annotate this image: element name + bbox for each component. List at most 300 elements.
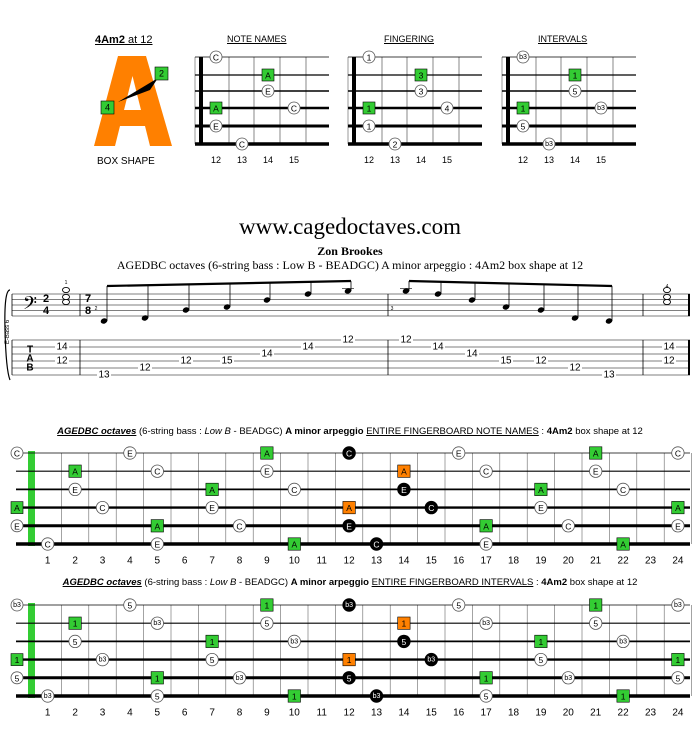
fretboard-fret-number: 6	[181, 707, 188, 719]
note-label: b3	[619, 638, 627, 646]
note-label: 5	[401, 636, 407, 647]
fretboard-fret-number: 15	[425, 707, 437, 719]
tab-number: 14	[56, 341, 68, 353]
small-chart-nut	[506, 57, 510, 144]
measure-number: 3	[390, 306, 394, 312]
note-label: b3	[372, 693, 381, 700]
note-label: b3	[545, 141, 553, 148]
note-label: A	[14, 503, 20, 514]
fretboard-note	[69, 483, 81, 495]
fretboard-note	[617, 635, 629, 647]
small-chart-note	[210, 102, 222, 114]
fretboard-note	[261, 599, 273, 611]
small-chart-fret-number: 14	[415, 155, 427, 165]
fretboard-note	[233, 672, 245, 684]
fretboard-fret-number: 15	[425, 555, 437, 567]
tab-number: 12	[342, 334, 354, 346]
fretboard-note	[96, 501, 108, 513]
fretboard-note	[398, 635, 410, 647]
fretboard-note	[343, 653, 355, 665]
small-chart-note	[543, 138, 555, 150]
fretboard-note	[480, 538, 492, 550]
note-label: 1	[366, 121, 372, 132]
fretboard-open-note	[11, 654, 23, 666]
tab-letter: T	[26, 344, 34, 356]
staff-chord-notehead	[664, 287, 671, 292]
note-label: 1	[209, 636, 215, 647]
note-label: 1	[154, 673, 160, 684]
note-label: b3	[597, 105, 605, 112]
note-label: 5	[572, 86, 578, 97]
fretboard-note	[69, 635, 81, 647]
fretboard-note	[398, 617, 410, 629]
fretboard-note	[206, 653, 218, 665]
fretboard-fret-number: 14	[398, 555, 410, 567]
small-chart-note	[517, 102, 529, 114]
fretboard-note	[42, 538, 54, 550]
note-label: A	[72, 466, 78, 477]
note-label: A	[264, 448, 270, 459]
fretboard-fret-number: 10	[288, 555, 300, 567]
note-label: 1	[14, 655, 20, 666]
small-chart-fret-number: 12	[210, 155, 222, 165]
fretboard-note	[672, 599, 684, 611]
small-chart-fret-number: 14	[569, 155, 581, 165]
fretboard-open-note	[11, 520, 23, 532]
author: Zon Brookes	[317, 244, 383, 258]
fretboard-note	[343, 520, 355, 532]
fretboard-note	[590, 599, 602, 611]
fretboard-note	[617, 690, 629, 702]
bass-clef: 𝄢	[22, 292, 38, 318]
fretboard-note	[480, 617, 492, 629]
note-label: 5	[154, 691, 160, 702]
note-label: C	[346, 448, 353, 459]
note-label: 1	[620, 691, 626, 702]
fretboard-note	[535, 501, 547, 513]
fretboard-fret-number: 18	[507, 707, 520, 719]
tab-number: 12	[535, 355, 547, 367]
fretboard-note	[672, 447, 684, 459]
fretboard-note	[370, 538, 382, 550]
small-chart-note	[236, 138, 248, 150]
staff-beam	[107, 281, 351, 286]
small-chart-note	[262, 85, 274, 97]
fretboard-open-note	[11, 672, 23, 684]
small-chart-fret-number: 15	[595, 155, 607, 165]
fretboard-fret-number: 7	[209, 707, 215, 719]
note-label: b3	[564, 674, 573, 682]
fretboard-note	[42, 690, 54, 702]
note-label: C	[483, 466, 490, 477]
staff-chord-notehead	[63, 299, 70, 304]
fretboard-note	[617, 538, 629, 550]
fretboard-note	[151, 538, 163, 550]
time-sig-bottom: 4	[42, 305, 50, 317]
fretboard-fret-number: 6	[181, 555, 188, 567]
fretboard-note	[151, 672, 163, 684]
fretboard-note-names	[13, 448, 692, 546]
note-label: 5	[538, 655, 544, 666]
small-chart-fret-number: 13	[389, 155, 401, 165]
note-label: 1	[593, 600, 599, 611]
staff-chord-notehead	[63, 294, 70, 299]
fretboard-fret-number: 2	[72, 707, 78, 719]
note-label: C	[212, 52, 220, 63]
fretboard-note	[562, 520, 574, 532]
fretboard-fret-number: 9	[264, 707, 270, 719]
fretboard-fret-number: 5	[154, 707, 161, 719]
fretboard-note	[480, 520, 492, 532]
fretboard-note	[151, 617, 163, 629]
fretboard-fret-number: 20	[562, 555, 574, 567]
note-label: b3	[427, 656, 436, 664]
fretboard-fret-number: 20	[562, 707, 574, 719]
tab-number: 12	[139, 362, 151, 374]
intervals-title: INTERVALS	[538, 34, 588, 44]
note-label: 1	[572, 70, 578, 81]
note-label: 5	[209, 655, 215, 666]
fretboard-note	[343, 672, 355, 684]
fretboard-fret-number: 7	[209, 555, 215, 567]
note-label: E	[154, 539, 161, 550]
note-label: E	[592, 466, 599, 477]
box-shape-title: 4Am2 at 12	[95, 34, 153, 46]
fretboard-notes-title: AGEDBC octaves (6-string bass : Low B - BEADGC) A minor arpeggio ENTIRE FINGERBOARD NOTE NAMES : 4Am2 box shape at 12	[57, 426, 643, 437]
small-chart-nut	[352, 57, 356, 144]
small-chart-note	[363, 120, 375, 132]
fretboard-note	[672, 672, 684, 684]
fretboard-nut	[28, 603, 35, 698]
fretboard-note	[453, 599, 465, 611]
fretboard-note	[425, 653, 437, 665]
fretboard-fret-number: 8	[236, 707, 243, 719]
note-label: b3	[519, 54, 527, 61]
small-chart-note	[262, 69, 274, 81]
note-label: A	[620, 539, 626, 550]
tab-number: 12	[180, 355, 192, 367]
tab-number: 15	[221, 355, 233, 367]
fretboard-fret-number: 22	[617, 555, 629, 567]
tab-number: 14	[261, 348, 273, 360]
fretboard-note	[96, 653, 108, 665]
fretboard-note	[590, 465, 602, 477]
fretboard-fret-number: 3	[99, 707, 106, 719]
fretboard-note	[590, 447, 602, 459]
fretboard-note	[672, 501, 684, 513]
tab-number: 15	[500, 355, 512, 367]
fretboard-fret-number: 17	[480, 707, 492, 719]
tab-subtitle: AGEDBC octaves (6-string bass : Low B - BEADGC) A minor arpeggio : 4Am2 box shape at 12	[116, 258, 584, 272]
note-label: E	[213, 121, 219, 132]
fretboard-fret-number: 1	[44, 707, 51, 719]
small-chart-fret-number: 13	[543, 155, 555, 165]
small-chart-fret-number: 15	[441, 155, 453, 165]
fretboard-note	[151, 465, 163, 477]
note-label: b3	[153, 620, 162, 628]
note-label: A	[346, 503, 352, 514]
note-label: E	[538, 503, 544, 514]
box-marker-4-label: 4	[104, 102, 111, 113]
box-shape-caption: BOX SHAPE	[97, 156, 155, 167]
fretboard-note	[124, 599, 136, 611]
fretboard-note	[124, 447, 136, 459]
tab-number: 14	[466, 348, 478, 360]
note-label: 4	[444, 103, 450, 114]
small-chart-note	[441, 102, 453, 114]
fretboard-note	[398, 465, 410, 477]
note-label: E	[455, 448, 462, 459]
note-label: 5	[520, 121, 526, 132]
fretboard-note	[617, 483, 629, 495]
note-label: A	[213, 103, 219, 114]
tab-number: 12	[400, 334, 412, 346]
fretboard-fret-number: 22	[617, 707, 629, 719]
note-label: C	[13, 448, 21, 459]
note-label: E	[209, 503, 215, 514]
fretboard-note	[206, 501, 218, 513]
fretboard-note	[261, 465, 273, 477]
fretboard-fret-number: 12	[343, 555, 355, 567]
note-label: A	[538, 484, 544, 495]
fingering-title: FINGERING	[384, 34, 435, 44]
fretboard-note	[288, 690, 300, 702]
fretboard-fret-number: 3	[99, 555, 106, 567]
fretboard-nut	[28, 451, 35, 546]
fretboard-note	[535, 483, 547, 495]
fretboard-fret-number: 4	[127, 555, 133, 567]
note-label: C	[154, 466, 161, 477]
note-label: A	[154, 521, 161, 532]
fretboard-fret-number: 5	[154, 555, 161, 567]
small-chart-note	[363, 102, 375, 114]
tab-letter: B	[26, 362, 34, 374]
fretboard-fret-number: 11	[316, 555, 327, 567]
fretboard-open-note	[11, 502, 23, 514]
site-url: www.cagedoctaves.com	[238, 214, 462, 239]
fretboard-note	[69, 465, 81, 477]
fretboard-fret-number: 23	[644, 555, 657, 567]
tab-number: 14	[663, 341, 675, 353]
fretboard-note	[453, 447, 465, 459]
note-label: 1	[483, 673, 489, 684]
note-label: E	[72, 484, 78, 495]
fretboard-note	[562, 672, 574, 684]
fretboard-note	[343, 599, 355, 611]
note-label: E	[265, 86, 271, 97]
note-label: E	[401, 484, 407, 495]
fretboard-note	[535, 653, 547, 665]
fretboard-fret-number: 21	[590, 555, 602, 567]
small-chart-note	[517, 120, 529, 132]
fretboard-intervals-title: AGEDBC octaves (6-string bass : Low B - BEADGC) A minor arpeggio ENTIRE FINGERBOARD INTERVALS : 4Am2 box shape at 12	[62, 577, 638, 588]
fretboard-note	[151, 520, 163, 532]
fretboard-fret-number: 2	[72, 555, 78, 567]
fretboard-note	[425, 501, 437, 513]
time-sig2-bottom: 8	[84, 305, 92, 317]
fretboard-note	[206, 635, 218, 647]
note-label: 1	[291, 691, 297, 702]
note-label: 1	[675, 655, 681, 666]
fretboard-fret-number: 1	[44, 555, 51, 567]
staff-beam	[409, 281, 612, 286]
fretboard-open-note	[11, 599, 23, 611]
note-label: E	[346, 521, 352, 532]
fretboard-fret-number: 18	[507, 555, 520, 567]
fretboard-note	[370, 690, 382, 702]
fretboard-note	[343, 501, 355, 513]
small-chart-note	[517, 51, 529, 63]
note-label: A	[592, 448, 599, 459]
small-chart-note	[569, 69, 581, 81]
fretboard-fret-number: 14	[398, 707, 410, 719]
small-chart-note	[363, 51, 375, 63]
fretboard-note	[672, 520, 684, 532]
fretboard-note	[398, 483, 410, 495]
tab-number: 14	[432, 341, 444, 353]
small-chart-note	[569, 85, 581, 97]
small-chart-note	[210, 51, 222, 63]
staff-chord-notehead	[63, 287, 70, 292]
note-label: A	[401, 466, 407, 477]
note-label: A	[675, 503, 681, 514]
note-names-title: NOTE NAMES	[227, 34, 287, 44]
small-chart-note	[415, 69, 427, 81]
staff-chord-notehead	[664, 299, 671, 304]
fretboard-note	[343, 447, 355, 459]
note-label: 2	[392, 139, 398, 150]
small-chart-note	[210, 120, 222, 132]
small-chart-nut	[199, 57, 203, 144]
fretboard-open-note	[11, 447, 23, 459]
fretboard-note	[672, 653, 684, 665]
note-label: C	[290, 103, 298, 114]
staff-chord-notehead	[664, 294, 671, 299]
note-label: C	[620, 484, 627, 495]
note-label: 5	[127, 600, 133, 611]
note-label: A	[265, 70, 271, 81]
fretboard-note	[288, 538, 300, 550]
fretboard-note	[480, 690, 492, 702]
small-chart-note	[389, 138, 401, 150]
note-label: 5	[456, 600, 462, 611]
fretboard-fret-number: 12	[343, 707, 355, 719]
note-label: 1	[401, 618, 407, 629]
small-chart-note	[288, 102, 300, 114]
fretboard-note	[151, 690, 163, 702]
fretboard-note	[206, 483, 218, 495]
note-label: C	[236, 521, 243, 532]
fretboard-fret-number: 24	[672, 555, 684, 567]
fretboard-note	[288, 635, 300, 647]
note-label: 1	[520, 103, 526, 114]
measure-number: 1	[64, 280, 68, 286]
note-label: C	[99, 503, 106, 514]
fretboard-fret-number: 21	[590, 707, 602, 719]
tab-number: 12	[56, 355, 68, 367]
note-label: A	[209, 484, 215, 495]
fretboard-fret-number: 17	[480, 555, 492, 567]
note-label: 5	[675, 673, 681, 684]
small-chart-fret-number: 15	[288, 155, 300, 165]
fretboard-note	[590, 617, 602, 629]
fretboard-fret-number: 23	[644, 707, 657, 719]
note-label: 1	[538, 636, 544, 647]
note-label: C	[373, 539, 380, 550]
note-label: 5	[593, 618, 599, 629]
time-sig2-top: 7	[84, 293, 92, 305]
tab-number: 14	[302, 341, 314, 353]
note-label: b3	[482, 620, 490, 628]
note-label: C	[674, 448, 681, 459]
note-label: C	[291, 484, 298, 495]
fretboard-note	[69, 617, 81, 629]
note-label: 5	[264, 618, 270, 629]
box-marker-2-label: 2	[158, 68, 165, 79]
small-chart-fret-number: 13	[236, 155, 248, 165]
note-label: b3	[290, 638, 299, 646]
fretboard-intervals	[16, 600, 692, 698]
fretboard-fret-number: 11	[316, 707, 327, 719]
note-label: 3	[418, 86, 424, 97]
note-label: C	[428, 503, 435, 514]
tab-number: 13	[603, 369, 615, 381]
note-label: E	[264, 466, 270, 477]
note-label: 1	[346, 655, 352, 666]
measure-number: 2	[94, 306, 98, 312]
fretboard-fret-number: 16	[453, 707, 465, 719]
small-chart-note	[595, 102, 607, 114]
note-label: 3	[418, 70, 424, 81]
note-label: 1	[72, 618, 78, 629]
fretboard-fret-number: 13	[370, 555, 383, 567]
note-label: 1	[366, 103, 372, 114]
fretboard-note	[480, 672, 492, 684]
note-label: E	[675, 521, 681, 532]
fretboard-note	[233, 520, 245, 532]
fretboard-note	[261, 447, 273, 459]
fretboard-fret-number: 24	[672, 707, 684, 719]
note-label: C	[565, 521, 572, 532]
note-label: b3	[345, 602, 353, 609]
note-label: E	[14, 521, 20, 532]
fretboard-fret-number: 10	[288, 707, 300, 719]
tab-number: 13	[98, 369, 110, 381]
instrument-label: E-Bass 6	[5, 319, 11, 345]
note-label: b3	[13, 602, 21, 609]
fretboard-note	[288, 483, 300, 495]
tab-letter: A	[26, 353, 34, 365]
tab-number: 12	[569, 362, 581, 374]
note-label: 1	[264, 600, 270, 611]
fretboard-fret-number: 4	[127, 707, 133, 719]
note-label: E	[127, 448, 133, 459]
note-label: E	[483, 539, 489, 550]
note-label: b3	[98, 656, 107, 664]
note-label: 5	[346, 673, 352, 684]
small-chart-fret-number: 12	[363, 155, 375, 165]
fretboard-fret-number: 9	[264, 555, 270, 567]
fretboard-fret-number: 13	[370, 707, 383, 719]
time-sig-top: 2	[42, 293, 50, 305]
fretboard-fret-number: 19	[535, 707, 547, 719]
note-label: C	[238, 139, 246, 150]
note-label: 5	[14, 673, 20, 684]
note-label: A	[483, 521, 489, 532]
fretboard-fret-number: 8	[236, 555, 243, 567]
note-label: C	[44, 539, 51, 550]
fretboard-fret-number: 16	[453, 555, 465, 567]
